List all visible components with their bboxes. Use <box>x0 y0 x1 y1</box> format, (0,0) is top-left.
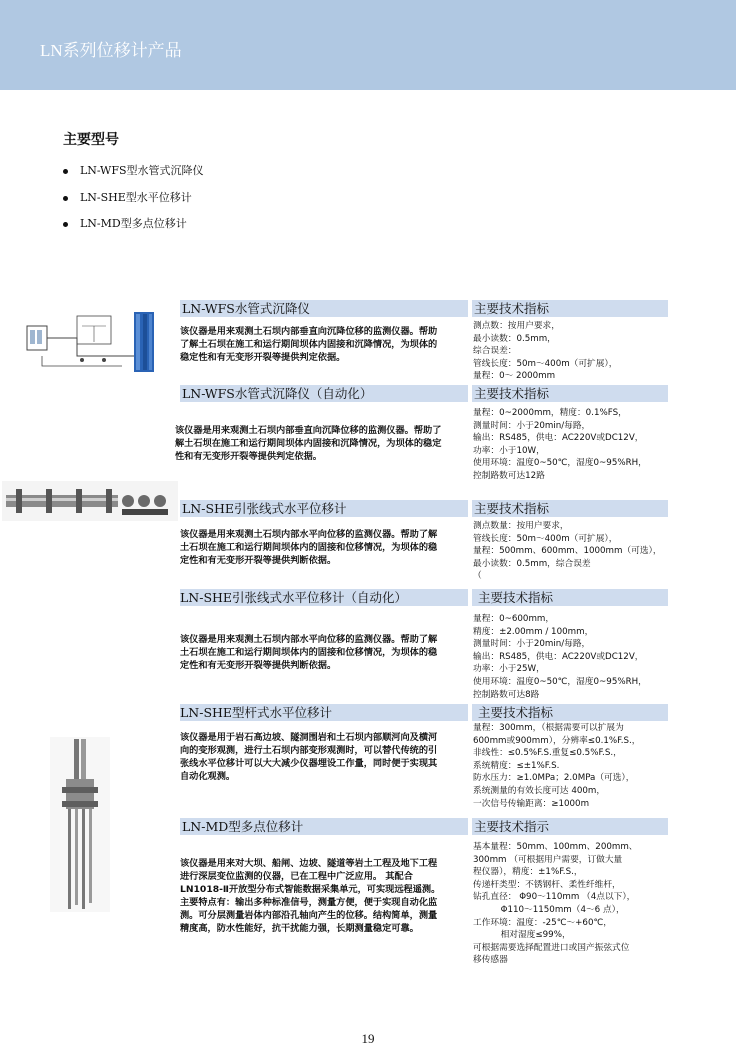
product-title: LN-SHE引张线式水平位移计（自动化） <box>180 590 408 605</box>
model-list-item: LN-MD型多点位移计 <box>63 215 187 231</box>
spec-title: 主要技术指标 <box>478 705 554 720</box>
product-spec: 基本量程：50mm、100mm、200mm、 300mm （可根据用户需要，订做大量 程仪器），精度：±1%F.S.， 传递杆类型：不锈钢杆、柔性纤维杆， 钻孔直径： Φ90～110mm （4点以下）， Φ110～1150mm（4～6 点）， 工作环境：温度：-25℃～+60℃， 相对湿度≤99%， 可根据需要选择配置进口或国产振弦式位 移传感器 <box>473 842 638 966</box>
spec-title: 主要技术指标 <box>474 501 550 516</box>
model-list-item: LN-WFS型水管式沉降仪 <box>63 162 204 178</box>
product-description: 该仪器是用来观测土石坝内部水平向位移的监测仪器。帮助了解土石坝在施工和运行期间坝体内的固接和位移情况，为坝体的稳定性和有无变形开裂等提供判断依据。 <box>180 634 438 671</box>
tension-wire-gauge-image <box>2 481 178 521</box>
models-heading: 主要型号 <box>63 132 119 148</box>
model-list-item: LN-SHE型水平位移计 <box>63 189 192 205</box>
product-spec: 量程：0~2000mm，精度：0.1%FS， 测量时间：小于20min/每路， 输出：RS485，供电：AC220V或DC12V， 功率：小于10W， 使用环境：温度0~50℃，湿度0~95%RH， 控制路数可达12路 <box>473 408 647 481</box>
product-description: 该仪器是用来对大坝、船闸、边坡、隧道等岩土工程及地下工程进行深层变位监测的仪器，已在工程中广泛应用。 其配合LN1018-Ⅱ开放型分布式智能数据采集单元，可实现远程遥测。主要特点有：输出多种标准信号，测量方便，便于实现自动化监测。可分层测量岩体内部沿孔轴向产生的位移。结构简单，测量精度高，防水性能好，抗干扰能力强，长期测量稳定可靠。 <box>180 858 441 934</box>
product-title: LN-WFS水管式沉降仪 <box>182 301 310 316</box>
product-description: 该仪器是用来观测土石坝内部水平向位移的监测仪器。帮助了解土石坝在施工和运行期间坝体内的固接和位移情况，为坝体的稳定性和有无变形开裂等提供判断依据。 <box>180 529 438 566</box>
product-title: LN-SHE引张线式水平位移计 <box>182 501 347 516</box>
page-header-title: LN系列位移计产品 <box>40 41 182 60</box>
bullet-icon <box>63 169 68 174</box>
page-number: 19 <box>361 1031 375 1046</box>
product-spec: 量程：0~600mm， 精度：±2.00mm / 100mm， 测量时间：小于20min/每路， 输出：RS485，供电：AC220V或DC12V， 功率：小于25W， 使用环境：温度0~50℃，湿度0~95%RH， 控制路数可达8路 <box>473 614 647 700</box>
bullet-icon <box>63 222 68 227</box>
product-spec: 量程：300mm，（根据需要可以扩展为 600mm或900mm），分辨率≤0.1%F.S.， 非线性：≤0.5%F.S.重复≤0.5%F.S.， 系统精度：≤±1%F.S. 防水压力：≥1.0MPa；2.0MPa（可选）， 系统测量的有效长度可达 400m， 一次信号传输距离：≥1000m <box>473 723 641 809</box>
spec-title: 主要技术指标 <box>474 301 550 316</box>
product-spec: 测点数：按用户要求， 最小读数：0.5mm， 综合误差： 管线长度：50m～400m（可扩展）， 量程：0～ 2000mm <box>473 321 618 382</box>
settlement-gauge-diagram-image <box>22 308 157 378</box>
product-description: 该仪器是用于岩石高边坡、隧洞围岩和土石坝内部顺河向及横河向的变形观测，进行土石坝内部变形观测时，可以替代传统的引张线水平位移计可以大大减少仪器埋设工作量，同时便于实现其自动化观测。 <box>180 732 438 782</box>
spec-title: 主要技术指示 <box>474 819 550 834</box>
product-title: LN-WFS水管式沉降仪（自动化） <box>182 386 373 401</box>
product-title: LN-SHE型杆式水平位移计 <box>180 705 333 720</box>
product-spec: 测点数量：按用户要求， 管线长度：50m～400m（可扩展）， 量程：500mm、600mm、1000mm（可选）， 最小读数：0.5mm，综合误差 （ <box>473 521 662 582</box>
product-description: 该仪器是用来观测土石坝内部垂直向沉降位移的监测仪器。帮助了解土石坝在施工和运行期间坝体内固接和沉降情况，为坝体的稳定性和有无变形开裂等提供判定依据。 <box>175 425 442 462</box>
product-description: 该仪器是用来观测土石坝内部垂直向沉降位移的监测仪器。帮助了解土石坝在施工和运行期间坝体内固接和沉降情况，为坝体的稳定性和有无变形开裂等提供判定依据。 <box>180 326 438 363</box>
spec-title: 主要技术指标 <box>474 386 550 401</box>
spec-title: 主要技术指标 <box>478 590 554 605</box>
multipoint-extensometer-image <box>50 737 110 912</box>
bullet-icon <box>63 196 68 201</box>
product-title: LN-MD型多点位移计 <box>182 819 304 834</box>
